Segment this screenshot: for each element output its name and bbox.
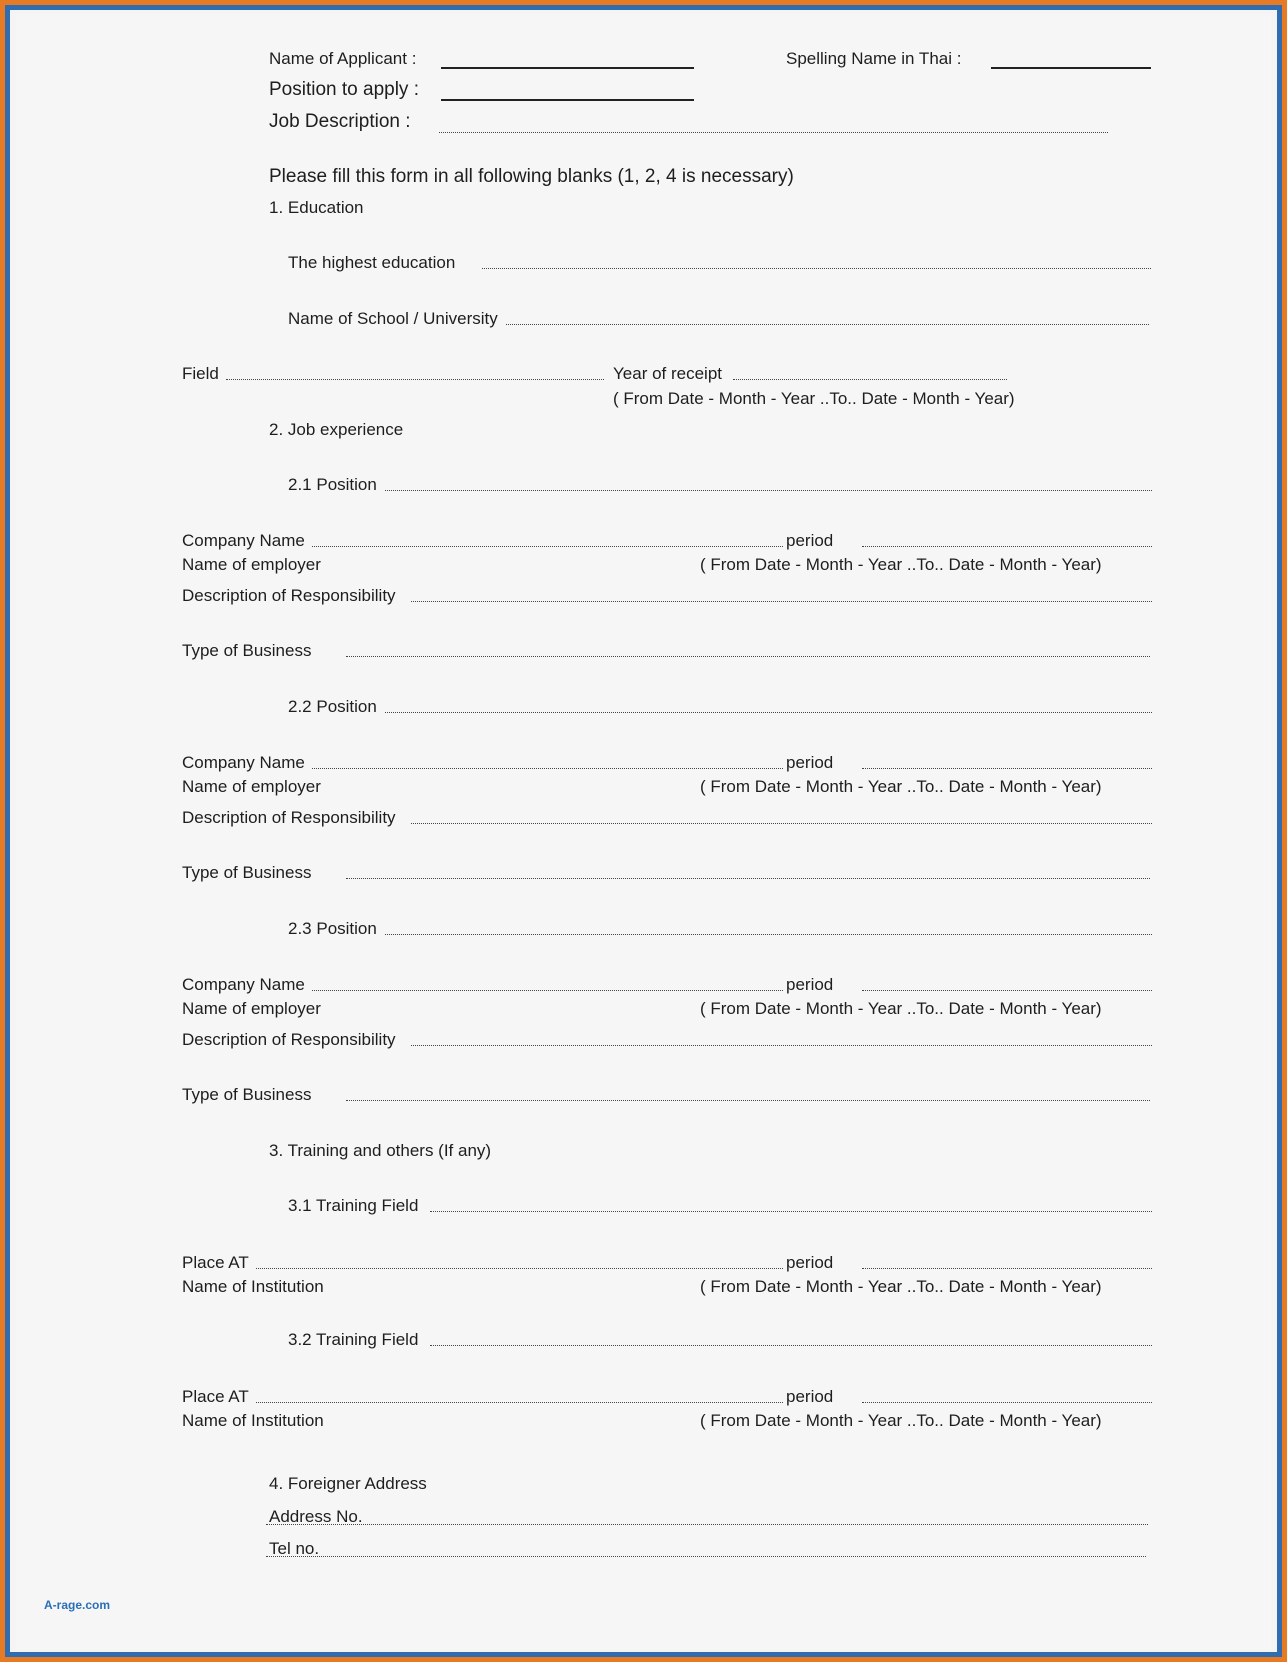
school-field[interactable] — [506, 324, 1149, 325]
company-name-field[interactable] — [312, 990, 783, 991]
job-position-label: 2.1 Position — [288, 475, 377, 494]
company-name-label: Company Name — [182, 753, 305, 772]
training-field-label: 3.2 Training Field — [288, 1330, 419, 1349]
job-position-label: 2.3 Position — [288, 919, 377, 938]
position-field[interactable] — [441, 99, 694, 101]
address-label: Address No. — [269, 1507, 363, 1526]
tel-field[interactable] — [266, 1556, 1146, 1557]
instructions: Please fill this form in all following blanks (1, 2, 4 is necessary) — [269, 166, 794, 187]
field-input[interactable] — [226, 379, 604, 380]
period-label: period — [786, 753, 834, 772]
business-type-field[interactable] — [346, 656, 1150, 657]
position-label: Position to apply : — [269, 79, 419, 100]
period-label: period — [786, 1387, 834, 1406]
training-field-input[interactable] — [430, 1211, 1152, 1212]
education-date-hint: ( From Date - Month - Year ..To.. Date - Month - Year) — [613, 389, 1015, 408]
institution-label: Name of Institution — [182, 1277, 324, 1296]
responsibility-field[interactable] — [411, 1045, 1152, 1046]
institution-label: Name of Institution — [182, 1411, 324, 1430]
year-receipt-field[interactable] — [733, 379, 1007, 380]
business-type-label: Type of Business — [182, 1085, 312, 1104]
period-field[interactable] — [862, 768, 1152, 769]
education-heading: 1. Education — [269, 198, 364, 217]
highest-education-field[interactable] — [482, 268, 1151, 269]
company-name-label: Company Name — [182, 531, 305, 550]
job-description-label: Job Description : — [269, 111, 411, 132]
responsibility-field[interactable] — [411, 823, 1152, 824]
job-position-field[interactable] — [385, 934, 1152, 935]
responsibility-label: Description of Responsibility — [182, 586, 396, 605]
field-label: Field — [182, 364, 219, 383]
period-field[interactable] — [862, 1268, 1152, 1269]
responsibility-label: Description of Responsibility — [182, 808, 396, 827]
responsibility-field[interactable] — [411, 601, 1152, 602]
business-type-field[interactable] — [346, 878, 1150, 879]
period-label: period — [786, 975, 834, 994]
training-heading: 3. Training and others (If any) — [269, 1141, 492, 1160]
training-date-hint: ( From Date - Month - Year ..To.. Date - Month - Year) — [700, 1277, 1102, 1296]
job-date-hint: ( From Date - Month - Year ..To.. Date - Month - Year) — [700, 555, 1102, 574]
company-name-label: Company Name — [182, 975, 305, 994]
business-type-field[interactable] — [346, 1100, 1150, 1101]
job-date-hint: ( From Date - Month - Year ..To.. Date - Month - Year) — [700, 777, 1102, 796]
year-receipt-label: Year of receipt — [613, 364, 722, 383]
responsibility-label: Description of Responsibility — [182, 1030, 396, 1049]
thai-name-label: Spelling Name in Thai : — [786, 49, 962, 68]
job-position-field[interactable] — [385, 490, 1152, 491]
job-description-field[interactable] — [439, 132, 1108, 133]
job-date-hint: ( From Date - Month - Year ..To.. Date - Month - Year) — [700, 999, 1102, 1018]
place-at-label: Place AT — [182, 1387, 249, 1406]
school-label: Name of School / University — [288, 309, 498, 328]
training-field-label: 3.1 Training Field — [288, 1196, 419, 1215]
company-name-field[interactable] — [312, 768, 783, 769]
period-label: period — [786, 531, 834, 550]
employer-label: Name of employer — [182, 555, 321, 574]
employer-label: Name of employer — [182, 777, 321, 796]
watermark: A-rage.com — [44, 1598, 111, 1612]
applicant-name-field[interactable] — [441, 67, 694, 69]
tel-label: Tel no. — [269, 1539, 320, 1558]
period-field[interactable] — [862, 1402, 1152, 1403]
place-at-field[interactable] — [256, 1402, 783, 1403]
job-position-label: 2.2 Position — [288, 697, 377, 716]
place-at-label: Place AT — [182, 1253, 249, 1272]
company-name-field[interactable] — [312, 546, 783, 547]
highest-education-label: The highest education — [288, 253, 456, 272]
job-position-field[interactable] — [385, 712, 1152, 713]
applicant-name-label: Name of Applicant : — [269, 49, 417, 68]
foreigner-heading: 4. Foreigner Address — [269, 1474, 427, 1493]
training-field-input[interactable] — [430, 1345, 1152, 1346]
period-field[interactable] — [862, 990, 1152, 991]
business-type-label: Type of Business — [182, 863, 312, 882]
business-type-label: Type of Business — [182, 641, 312, 660]
employer-label: Name of employer — [182, 999, 321, 1018]
training-date-hint: ( From Date - Month - Year ..To.. Date - Month - Year) — [700, 1411, 1102, 1430]
address-field[interactable] — [266, 1524, 1148, 1525]
place-at-field[interactable] — [256, 1268, 783, 1269]
thai-name-field[interactable] — [991, 67, 1151, 69]
period-label: period — [786, 1253, 834, 1272]
period-field[interactable] — [862, 546, 1152, 547]
job-experience-heading: 2. Job experience — [269, 420, 404, 439]
